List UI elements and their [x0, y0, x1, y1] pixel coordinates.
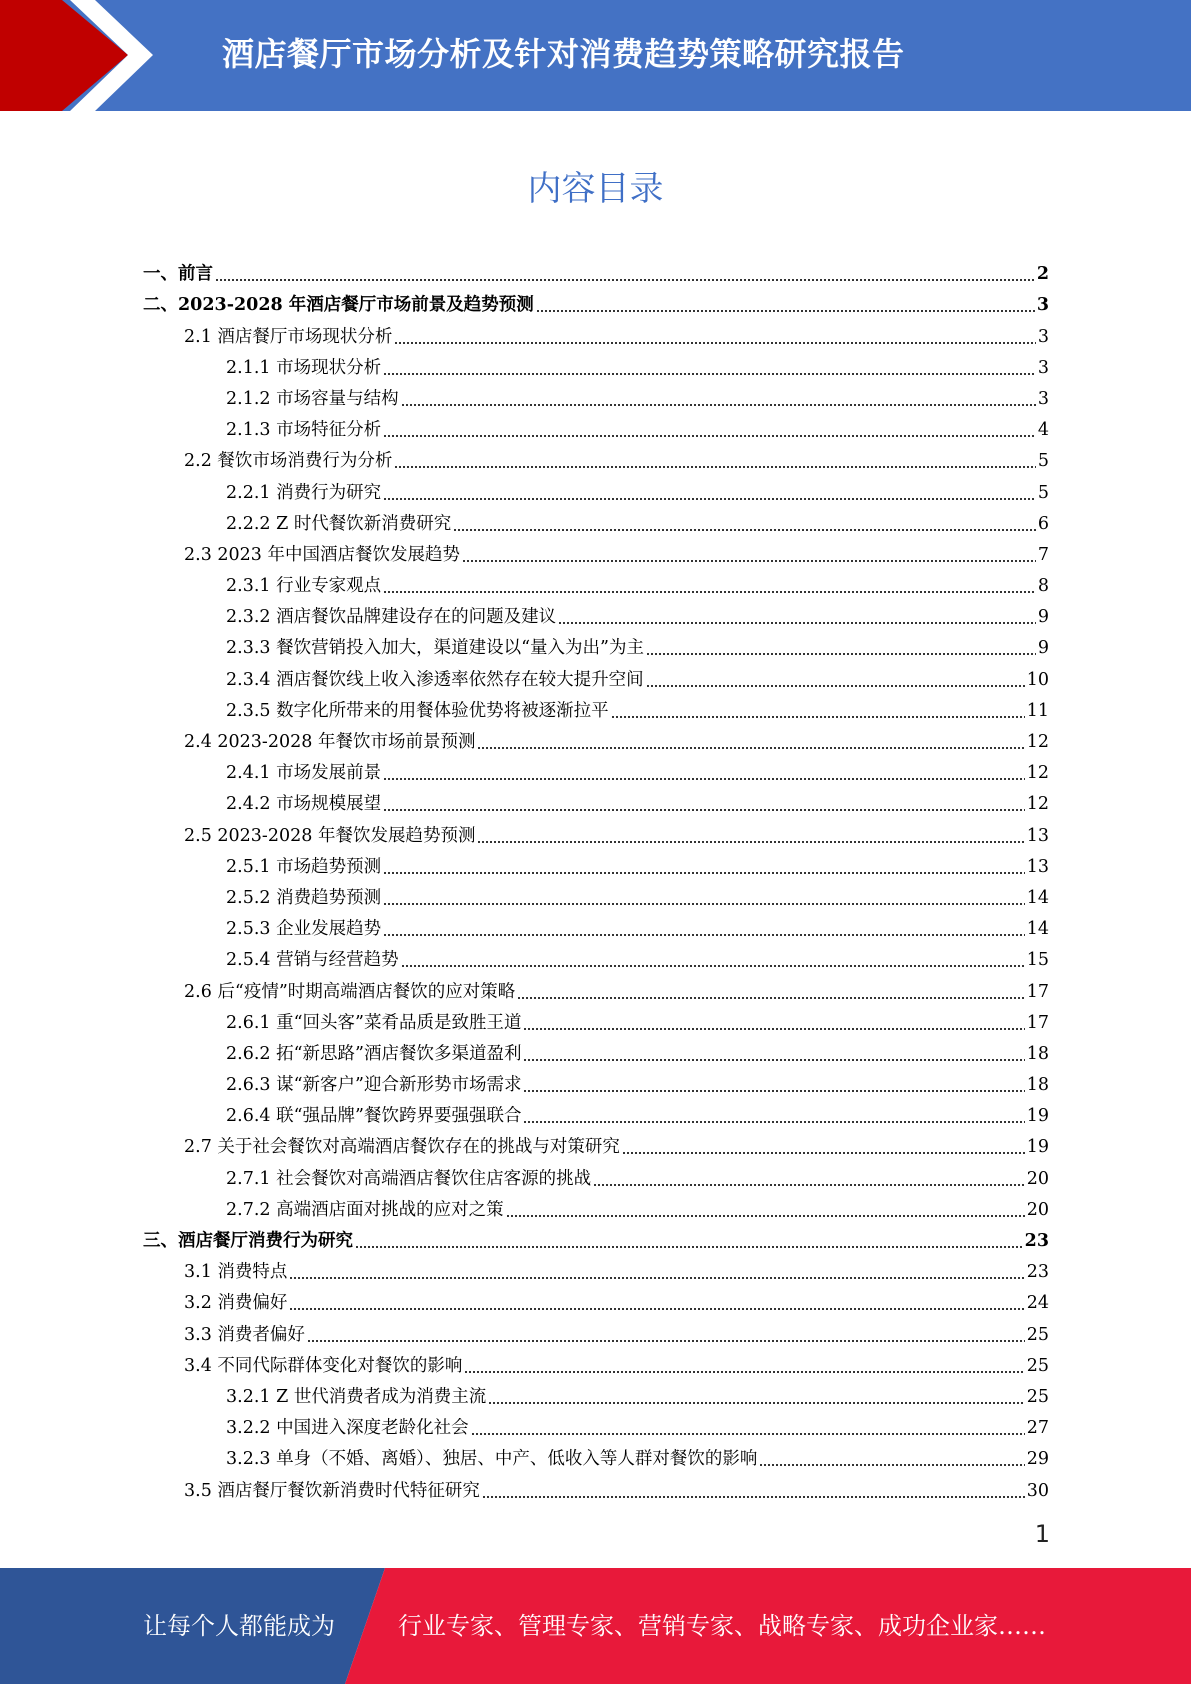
toc-entry[interactable] — [143, 1034, 1049, 1065]
toc-dot-leader — [523, 1090, 1024, 1092]
toc-dot-leader — [477, 747, 1024, 749]
toc-entry-page: 24 — [1026, 1293, 1049, 1314]
toc-entry-label: 2.4 2023-2028 年餐饮市场前景预测 — [184, 732, 476, 752]
toc-entry-page: 13 — [1026, 856, 1049, 877]
toc-entry-label: 2.1.3 市场特征分析 — [226, 420, 382, 441]
toc-entry[interactable] — [143, 1190, 1049, 1221]
toc-entry-label: 2.1 酒店餐厅市场现状分析 — [184, 326, 393, 347]
report-footer — [0, 1568, 1191, 1684]
toc-entry-page: 18 — [1026, 1075, 1049, 1096]
toc-entry-label: 2.7.2 高端酒店面对挑战的应对之策 — [226, 1199, 504, 1220]
toc-entry-label: 3.2 消费偏好 — [184, 1293, 288, 1314]
toc-entry-label: 2.3.2 酒店餐饮品牌建设存在的问题及建议 — [226, 607, 557, 628]
toc-entry-page: 13 — [1026, 825, 1049, 846]
toc-entry-label: 2.2.2 Z 时代餐饮新消费研究 — [226, 513, 452, 534]
toc-entry-page: 25 — [1026, 1355, 1049, 1376]
toc-dot-leader — [471, 1433, 1025, 1435]
toc-entry-page: 4 — [1037, 420, 1049, 441]
toc-entry[interactable] — [143, 535, 1049, 566]
toc-entry-label: 2.7.1 社会餐饮对高端酒店餐饮住店客源的挑战 — [226, 1168, 592, 1189]
toc-entry-label: 2.5.3 企业发展趋势 — [226, 919, 382, 940]
toc-entry[interactable] — [143, 1470, 1049, 1501]
toc-entry-page: 8 — [1037, 576, 1049, 597]
toc-entry[interactable] — [143, 504, 1049, 535]
toc-entry-label: 2.3.1 行业专家观点 — [226, 576, 382, 597]
toc-entry-page: 20 — [1026, 1199, 1049, 1220]
toc-entry-page: 25 — [1026, 1324, 1049, 1345]
toc-entry-label: 2.2 餐饮市场消费行为分析 — [184, 451, 393, 472]
toc-dot-leader — [523, 1059, 1024, 1061]
toc-dot-leader — [383, 903, 1025, 905]
toc-entry[interactable] — [143, 410, 1049, 441]
toc-entry-page: 6 — [1037, 513, 1049, 534]
toc-entry-page: 15 — [1026, 950, 1049, 971]
toc-entry-page: 12 — [1026, 794, 1049, 815]
toc-entry[interactable] — [143, 1065, 1049, 1096]
toc-entry-label: 三、酒店餐厅消费行为研究 — [143, 1231, 353, 1251]
toc-entry-label: 2.3.4 酒店餐饮线上收入渗透率依然存在较大提升空间 — [226, 669, 644, 690]
toc-entry[interactable] — [143, 1221, 1049, 1252]
toc-entry[interactable] — [143, 1252, 1049, 1283]
toc-entry-label: 2.1.2 市场容量与结构 — [226, 388, 399, 409]
toc-entry-label: 2.5.2 消费趋势预测 — [226, 887, 382, 908]
toc-entry[interactable] — [143, 1377, 1049, 1408]
report-header — [0, 0, 1191, 111]
toc-dot-leader — [383, 591, 1036, 593]
toc-dot-leader — [355, 1246, 1023, 1248]
toc-dot-leader — [307, 1340, 1025, 1342]
toc-dot-leader — [289, 1277, 1024, 1279]
toc-entry[interactable] — [143, 1158, 1049, 1189]
toc-dot-leader — [622, 1152, 1025, 1154]
toc-entry-page: 2 — [1036, 264, 1049, 285]
toc-entry[interactable] — [143, 566, 1049, 597]
toc-entry[interactable] — [143, 254, 1049, 285]
toc-entry-page: 3 — [1036, 295, 1049, 316]
toc-dot-leader — [383, 435, 1036, 437]
toc-entry-label: 2.4.1 市场发展前景 — [226, 763, 382, 784]
toc-entry[interactable] — [143, 1346, 1049, 1377]
toc-entry-page: 7 — [1037, 544, 1049, 565]
toc-entry-label: 2.5 2023-2028 年餐饮发展趋势预测 — [184, 825, 476, 846]
toc-entry-page: 5 — [1037, 482, 1049, 503]
table-of-contents — [143, 254, 1049, 1502]
toc-entry-label: 2.4.2 市场规模展望 — [226, 794, 382, 815]
toc-entry-label: 2.6.1 重“回头客”菜肴品质是致胜王道 — [226, 1012, 522, 1033]
toc-dot-leader — [453, 529, 1036, 531]
toc-entry[interactable] — [143, 691, 1049, 722]
page-number: 1 — [1034, 1520, 1050, 1548]
toc-entry[interactable] — [143, 1314, 1049, 1345]
toc-entry-page: 9 — [1037, 638, 1049, 659]
toc-entry-page: 29 — [1026, 1449, 1049, 1470]
toc-entry[interactable] — [143, 940, 1049, 971]
toc-dot-leader — [394, 342, 1035, 344]
toc-entry-label: 3.2.3 单身（不婚、离婚）、独居、中产、低收入等人群对餐饮的影响 — [226, 1449, 758, 1470]
toc-dot-leader — [523, 1028, 1024, 1030]
toc-entry-page: 10 — [1026, 669, 1049, 690]
toc-entry-page: 12 — [1026, 732, 1049, 752]
toc-entry[interactable] — [143, 1439, 1049, 1470]
toc-entry[interactable] — [143, 1283, 1049, 1314]
toc-entry-label: 3.3 消费者偏好 — [184, 1324, 305, 1345]
toc-dot-leader — [506, 1215, 1025, 1217]
toc-entry[interactable] — [143, 628, 1049, 659]
toc-dot-leader — [383, 934, 1025, 936]
toc-dot-leader — [462, 560, 1036, 562]
toc-entry[interactable] — [143, 1003, 1049, 1034]
toc-dot-leader — [383, 778, 1025, 780]
toc-dot-leader — [646, 653, 1036, 655]
toc-entry-page: 9 — [1037, 607, 1049, 628]
toc-entry-page: 17 — [1026, 1012, 1049, 1033]
toc-entry[interactable] — [143, 597, 1049, 628]
toc-dot-leader — [523, 1121, 1024, 1123]
toc-entry-page: 18 — [1026, 1043, 1049, 1064]
toc-dot-leader — [383, 498, 1036, 500]
toc-dot-leader — [289, 1308, 1024, 1310]
toc-dot-leader — [536, 310, 1035, 312]
toc-entry-page: 23 — [1024, 1231, 1049, 1251]
toc-entry[interactable] — [143, 878, 1049, 909]
toc-entry[interactable] — [143, 722, 1049, 753]
footer-slogan: 让每个人都能成为 — [143, 1612, 335, 1640]
report-title: 酒店餐厅市场分析及针对消费趋势策略研究报告 — [222, 35, 905, 73]
toc-entry-page: 11 — [1026, 700, 1049, 721]
toc-entry-label: 3.4 不同代际群体变化对餐饮的影响 — [184, 1355, 463, 1376]
toc-entry[interactable] — [143, 971, 1049, 1002]
toc-entry-page: 14 — [1026, 919, 1049, 940]
toc-entry-page: 19 — [1026, 1137, 1049, 1158]
toc-entry-label: 2.6 后“疫情”时期高端酒店餐饮的应对策略 — [184, 981, 516, 1002]
toc-entry[interactable] — [143, 316, 1049, 347]
toc-entry-page: 5 — [1037, 451, 1049, 472]
toc-entry-label: 二、2023-2028 年酒店餐厅市场前景及趋势预测 — [143, 295, 534, 316]
toc-dot-leader — [215, 279, 1035, 281]
toc-entry-page: 27 — [1026, 1418, 1049, 1439]
toc-dot-leader — [646, 685, 1025, 687]
toc-dot-leader — [383, 809, 1025, 811]
toc-dot-leader — [482, 1496, 1025, 1498]
toc-entry-label: 2.6.2 拓“新思路”酒店餐饮多渠道盈利 — [226, 1043, 522, 1064]
toc-entry[interactable] — [143, 379, 1049, 410]
toc-entry-label: 2.6.3 谋“新客户”迎合新形势市场需求 — [226, 1075, 522, 1096]
toc-entry[interactable] — [143, 1127, 1049, 1158]
toc-entry-page: 25 — [1026, 1386, 1049, 1407]
toc-entry-label: 2.2.1 消费行为研究 — [226, 482, 382, 503]
toc-entry-label: 2.6.4 联“强品牌”餐饮跨界要强强联合 — [226, 1106, 522, 1127]
toc-dot-leader — [401, 404, 1036, 406]
toc-entry-page: 19 — [1026, 1106, 1049, 1127]
toc-heading: 内容目录 — [527, 169, 664, 209]
toc-entry[interactable] — [143, 348, 1049, 379]
toc-entry-page: 12 — [1026, 763, 1049, 784]
toc-entry[interactable] — [143, 784, 1049, 815]
toc-entry-label: 2.1.1 市场现状分析 — [226, 357, 382, 378]
toc-entry-label: 一、前言 — [143, 264, 213, 285]
toc-entry-label: 2.3 2023 年中国酒店餐饮发展趋势 — [184, 544, 460, 565]
toc-entry[interactable] — [143, 847, 1049, 878]
toc-entry-page: 23 — [1026, 1262, 1049, 1283]
toc-dot-leader — [383, 373, 1036, 375]
footer-roles: 行业专家、管理专家、营销专家、战略专家、成功企业家…… — [398, 1612, 1046, 1640]
toc-entry-page: 30 — [1026, 1480, 1049, 1501]
toc-dot-leader — [611, 716, 1025, 718]
toc-entry-label: 3.2.1 Z 世代消费者成为消费主流 — [226, 1386, 487, 1407]
toc-entry-page: 3 — [1037, 326, 1049, 347]
toc-dot-leader — [488, 1402, 1024, 1404]
toc-entry[interactable] — [143, 815, 1049, 846]
toc-dot-leader — [593, 1184, 1025, 1186]
toc-dot-leader — [517, 997, 1024, 999]
toc-entry[interactable] — [143, 659, 1049, 690]
toc-entry-page: 20 — [1026, 1168, 1049, 1189]
toc-entry-label: 2.3.5 数字化所带来的用餐体验优势将被逐渐拉平 — [226, 700, 609, 721]
toc-entry[interactable] — [143, 753, 1049, 784]
toc-entry[interactable] — [143, 1096, 1049, 1127]
toc-entry[interactable] — [143, 285, 1049, 316]
toc-entry-label: 3.2.2 中国进入深度老龄化社会 — [226, 1418, 469, 1439]
toc-entry-label: 2.7 关于社会餐饮对高端酒店餐饮存在的挑战与对策研究 — [184, 1137, 620, 1158]
toc-entry-label: 3.1 消费特点 — [184, 1262, 288, 1283]
toc-entry-page: 17 — [1026, 981, 1049, 1002]
toc-dot-leader — [464, 1371, 1024, 1373]
toc-dot-leader — [759, 1464, 1024, 1466]
toc-dot-leader — [401, 965, 1025, 967]
toc-entry-page: 14 — [1026, 887, 1049, 908]
toc-entry[interactable] — [143, 472, 1049, 503]
toc-entry-label: 2.3.3 餐饮营销投入加大，渠道建设以“量入为出”为主 — [226, 638, 644, 659]
toc-entry-label: 3.5 酒店餐厅餐饮新消费时代特征研究 — [184, 1480, 480, 1501]
toc-entry-label: 2.5.1 市场趋势预测 — [226, 856, 382, 877]
toc-dot-leader — [394, 466, 1035, 468]
toc-dot-leader — [558, 622, 1036, 624]
toc-dot-leader — [383, 872, 1025, 874]
toc-entry-label: 2.5.4 营销与经营趋势 — [226, 950, 399, 971]
toc-entry-page: 3 — [1037, 388, 1049, 409]
toc-entry-page: 3 — [1037, 357, 1049, 378]
toc-entry[interactable] — [143, 1408, 1049, 1439]
toc-dot-leader — [477, 841, 1024, 843]
toc-entry[interactable] — [143, 441, 1049, 472]
toc-entry[interactable] — [143, 909, 1049, 940]
